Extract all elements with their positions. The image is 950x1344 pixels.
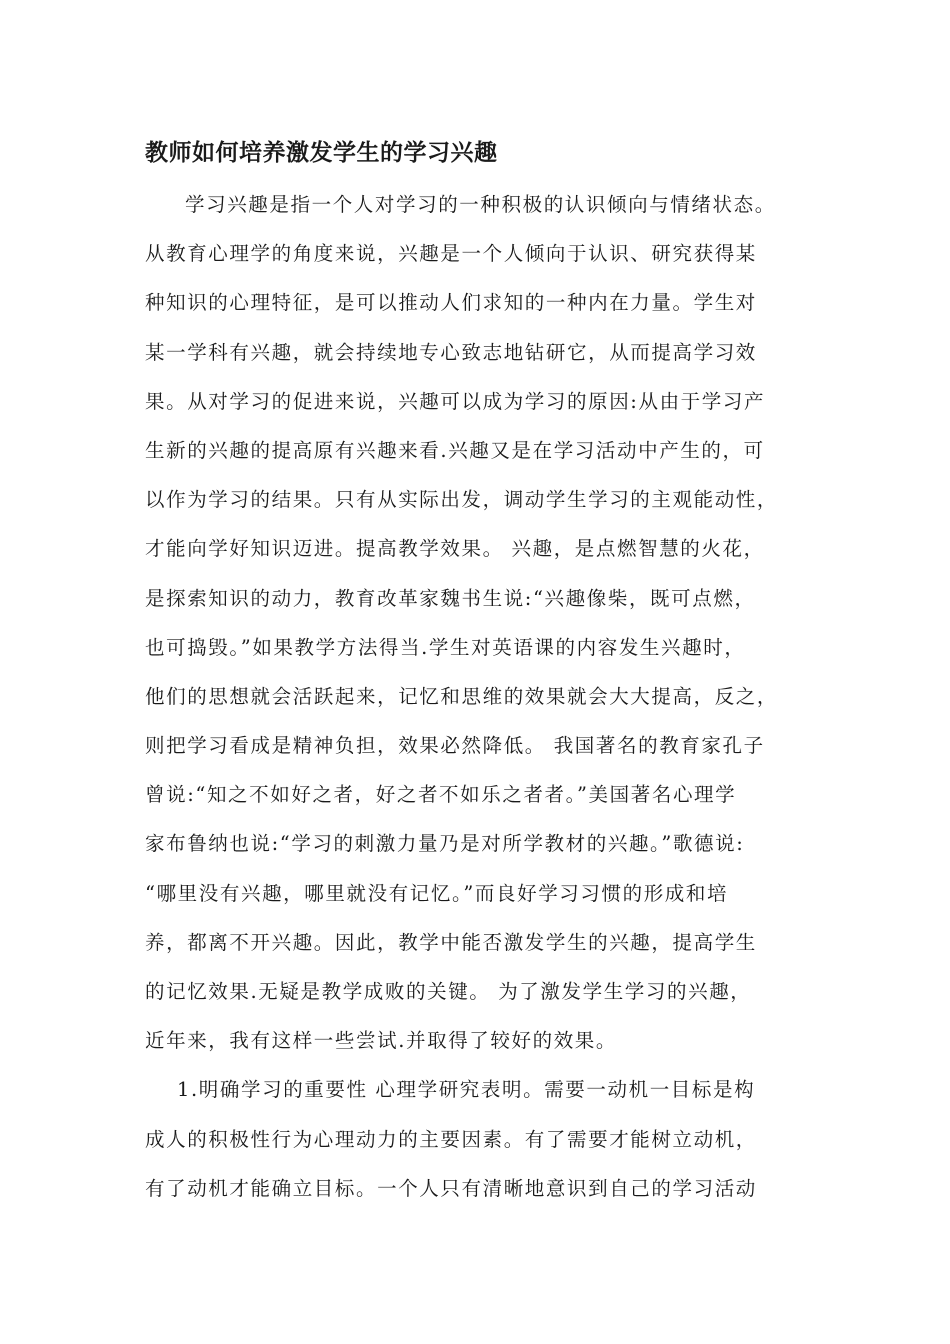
document-body (145, 180, 825, 1213)
paragraph-line: 他们的思想就会活跃起来，记忆和思维的效果就会大大提高，反之， (145, 684, 779, 708)
paragraph-line: 的记忆效果.无疑是教学成败的关键。 为了激发学生学习的兴趣， (145, 980, 752, 1003)
paragraph-line: 才能向学好知识迈进。提高教学效果。 兴趣，是点燃智慧的火花， (145, 537, 765, 561)
paragraph-line: 学习兴趣是指一个人对学习的一种积极的认识倾向与情绪状态。 (185, 193, 776, 216)
paragraph-line: 养，都离不开兴趣。因此，教学中能否激发学生的兴趣，提高学生 (145, 930, 757, 954)
paragraph-line: 某一学科有兴趣，就会持续地专心致志地钻研它，从而提高学习效 (145, 340, 757, 364)
paragraph-line: 近年来，我有这样一些尝试.并取得了较好的效果。 (145, 1029, 617, 1053)
numbered-section-line: 1.明确学习的重要性 心理学研究表明。需要一动机一目标是构 (177, 1078, 756, 1102)
paragraph-line: “哪里没有兴趣，哪里就没有记忆。”而良好学习习惯的形成和培 (145, 881, 729, 905)
paragraph-line: 生新的兴趣的提高原有兴趣来看.兴趣又是在学习活动中产生的，可 (145, 438, 765, 462)
paragraph-line: 是探索知识的动力，教育改革家魏书生说:“兴趣像柴，既可点燃， (145, 586, 756, 610)
paragraph-line: 从教育心理学的角度来说，兴趣是一个人倾向于认识、研究获得某 (145, 242, 757, 266)
paragraph-line: 则把学习看成是精神负担，效果必然降低。 我国著名的教育家孔子 (145, 734, 765, 758)
paragraph-line: 有了动机才能确立目标。一个人只有清晰地意识到自己的学习活动 (145, 1176, 757, 1200)
paragraph-line: 果。从对学习的促进来说，兴趣可以成为学习的原因:从由于学习产 (145, 389, 766, 413)
paragraph-line: 种知识的心理特征，是可以推动人们求知的一种内在力量。学生对 (145, 291, 757, 315)
paragraph-line: 以作为学习的结果。只有从实际出发，调动学生学习的主观能动性， (145, 488, 779, 512)
paragraph-line: 也可捣毁。”如果教学方法得当.学生对英语课的内容发生兴趣时， (145, 635, 746, 659)
paragraph-line: 曾说:“知之不如好之者，好之者不如乐之者者。”美国著名心理学 (145, 783, 737, 807)
paragraph-line: 成人的积极性行为心理动力的主要因素。有了需要才能树立动机， (145, 1127, 757, 1151)
document-title: 教师如何培养激发学生的学习兴趣 (145, 140, 498, 166)
paragraph-line: 家布鲁纳也说:“学习的刺激力量乃是对所学教材的兴趣。”歌德说: (145, 832, 745, 856)
